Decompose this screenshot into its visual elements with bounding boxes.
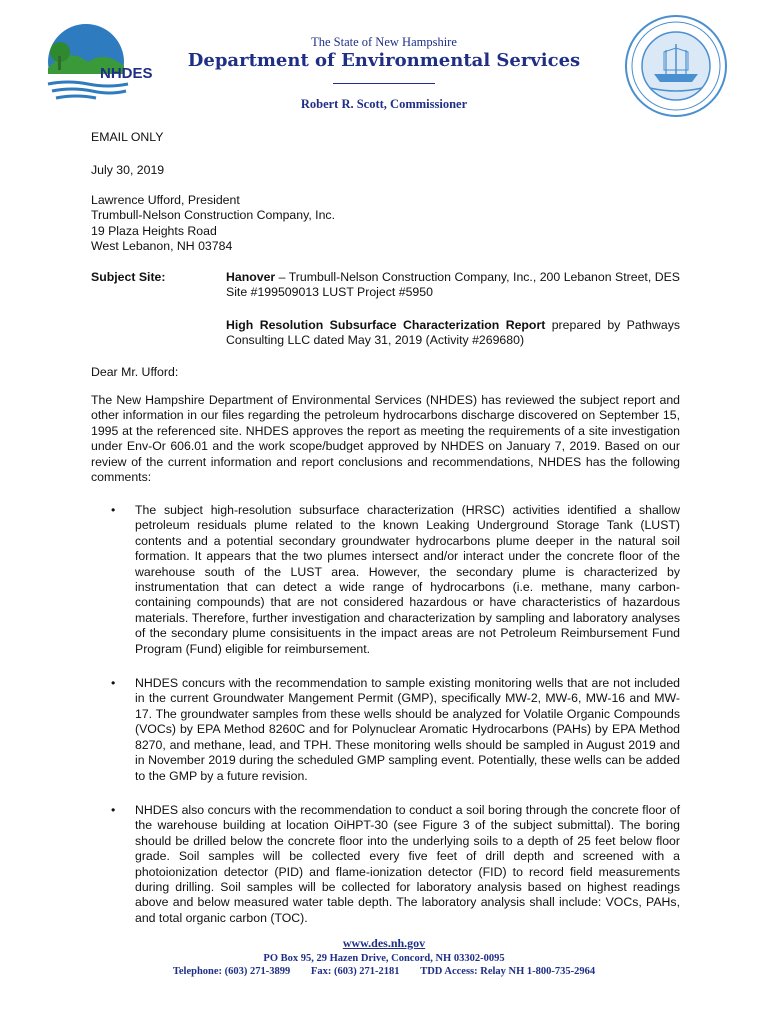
letterhead — [0, 0, 768, 125]
list-item — [91, 803, 680, 926]
footer — [0, 936, 768, 977]
comment-text: NHDES also concurs with the recommendation to conduct a soil boring through the concrete floor of the warehouse building at location OiHPT-30 (see Figure 3 of the subject submittal). The boring should be drilled below the concrete floor into the underlying soils to a depth of 25 feet below floor grade. Soil samples will be collected every five feet of drill depth and screened with a photoionization detector (PID) and flame-ionization detector (FID) to record field measurements during drilling. Soil samples will be collected for laboratory analysis based on highest readings above and below measured water table depth. The laboratory analysis shall include: VOCs, PAHs, and total organic carbon (TOC). — [135, 802, 680, 925]
subject-site-details: – Trumbull-Nelson Construction Company, Inc., 200 Lebanon Street, DES Site #199509013 LUST Project #5950 — [226, 270, 680, 300]
nhdes-logo — [38, 22, 156, 106]
contact-line — [0, 966, 768, 977]
telephone: Telephone: (603) 271-3899 — [172, 966, 291, 977]
state-name: The State of New Hampshire — [311, 35, 457, 49]
bullet-icon: • — [111, 676, 116, 691]
header-rule — [333, 83, 435, 84]
comment-text: NHDES concurs with the recommendation to sample existing monitoring wells that are not included in the current Groundwater Mangement Permit (GMP), specifically MW-2, MW-6, MW-16 and MW-17. The groundwater samples from these wells should be analyzed for Volatile Organic Compounds (VOCs) by EPA Method 8260C and for Polynuclear Aromatic Hydrocarbons (PAHs) by EPA Method 8270, and methane, lead, and TPH. These monitoring wells should be sampled in August 2019 and in November 2019 during the scheduled GMP sampling event. Potentially, these wells can be added to the GMP by a future revision. — [135, 676, 680, 783]
state-seal-icon — [624, 14, 728, 118]
department-name: Department of Environmental Services — [187, 50, 581, 71]
subject-report-details: prepared by Pathways Consulting LLC dated May 31, 2019 (Activity #269680) — [226, 318, 680, 348]
letter-date: July 30, 2019 — [91, 163, 165, 177]
list-item — [91, 503, 680, 657]
subject-site-town: Hanover — [226, 270, 276, 284]
comments-list — [91, 503, 680, 945]
recipient-line: Trumbull-Nelson Construction Company, Inc. — [91, 208, 335, 223]
subject-report-title: High Resolution Subsurface Characterization Report — [226, 318, 546, 332]
recipient-line: Lawrence Ufford, President — [91, 193, 240, 207]
comment-text: The subject high-resolution subsurface characterization (HRSC) activities identified a shallow petroleum residuals plume related to the known Leaking Underground Storage Tank (LUST) contents and a potential secondary groundwater hydrocarbons plume deeper in the natural soil formation. It appears that the two plumes intersect and/or interact under the concrete floor of the warehouse south of the LUST area. However, the secondary plume is characterized by instrumentation that can detect a wide range of hydrocarbons (i.e. methane, many carbon-containing compounds) that are not considered hazardous or have characteristics of hazardous materials. Therefore, further investigation and characterization by sampling and laboratory analyses of the secondary plume consisituents in the impact areas are not Petroleum Reimbursement Fund Program (Fund) eligible for reimbursement. — [135, 503, 680, 656]
fax: Fax: (603) 271-2181 — [310, 966, 400, 977]
recipient-address — [91, 193, 335, 255]
bullet-icon: • — [111, 503, 116, 517]
recipient-line: 19 Plaza Heights Road — [91, 223, 217, 238]
salutation: Dear Mr. Ufford: — [91, 365, 179, 379]
subject-label: Subject Site: — [91, 270, 166, 284]
commissioner-name: Robert R. Scott, Commissioner — [300, 97, 468, 111]
bullet-icon: • — [111, 802, 116, 817]
delivery-method: EMAIL ONLY — [91, 130, 164, 144]
recipient-line: West Lebanon, NH 03784 — [91, 239, 233, 254]
intro-paragraph: The New Hampshire Department of Environmental Services (NHDES) has reviewed the subject report and other information in our files regarding the petroleum hydrocarbons discharge discovered on September 15, 1995 at the referenced site. NHDES approves the report as meeting the requirements of a site investigation under Env-Or 606.01 and the work scope/budget approved by NHDES on January 7, 2019. Based on our review of the current information and report conclusions and recommendations, NHDES has the following comments: — [91, 393, 680, 485]
website-link[interactable]: www.des.nh.gov — [342, 936, 426, 950]
tdd-access: TDD Access: Relay NH 1-800-735-2964 — [420, 966, 596, 977]
subject-site — [226, 270, 680, 301]
list-item — [91, 676, 680, 784]
subject-report — [226, 318, 680, 349]
mailing-address: PO Box 95, 29 Hazen Drive, Concord, NH 03302-0095 — [263, 953, 505, 964]
logo-text: NHDES — [100, 65, 153, 82]
